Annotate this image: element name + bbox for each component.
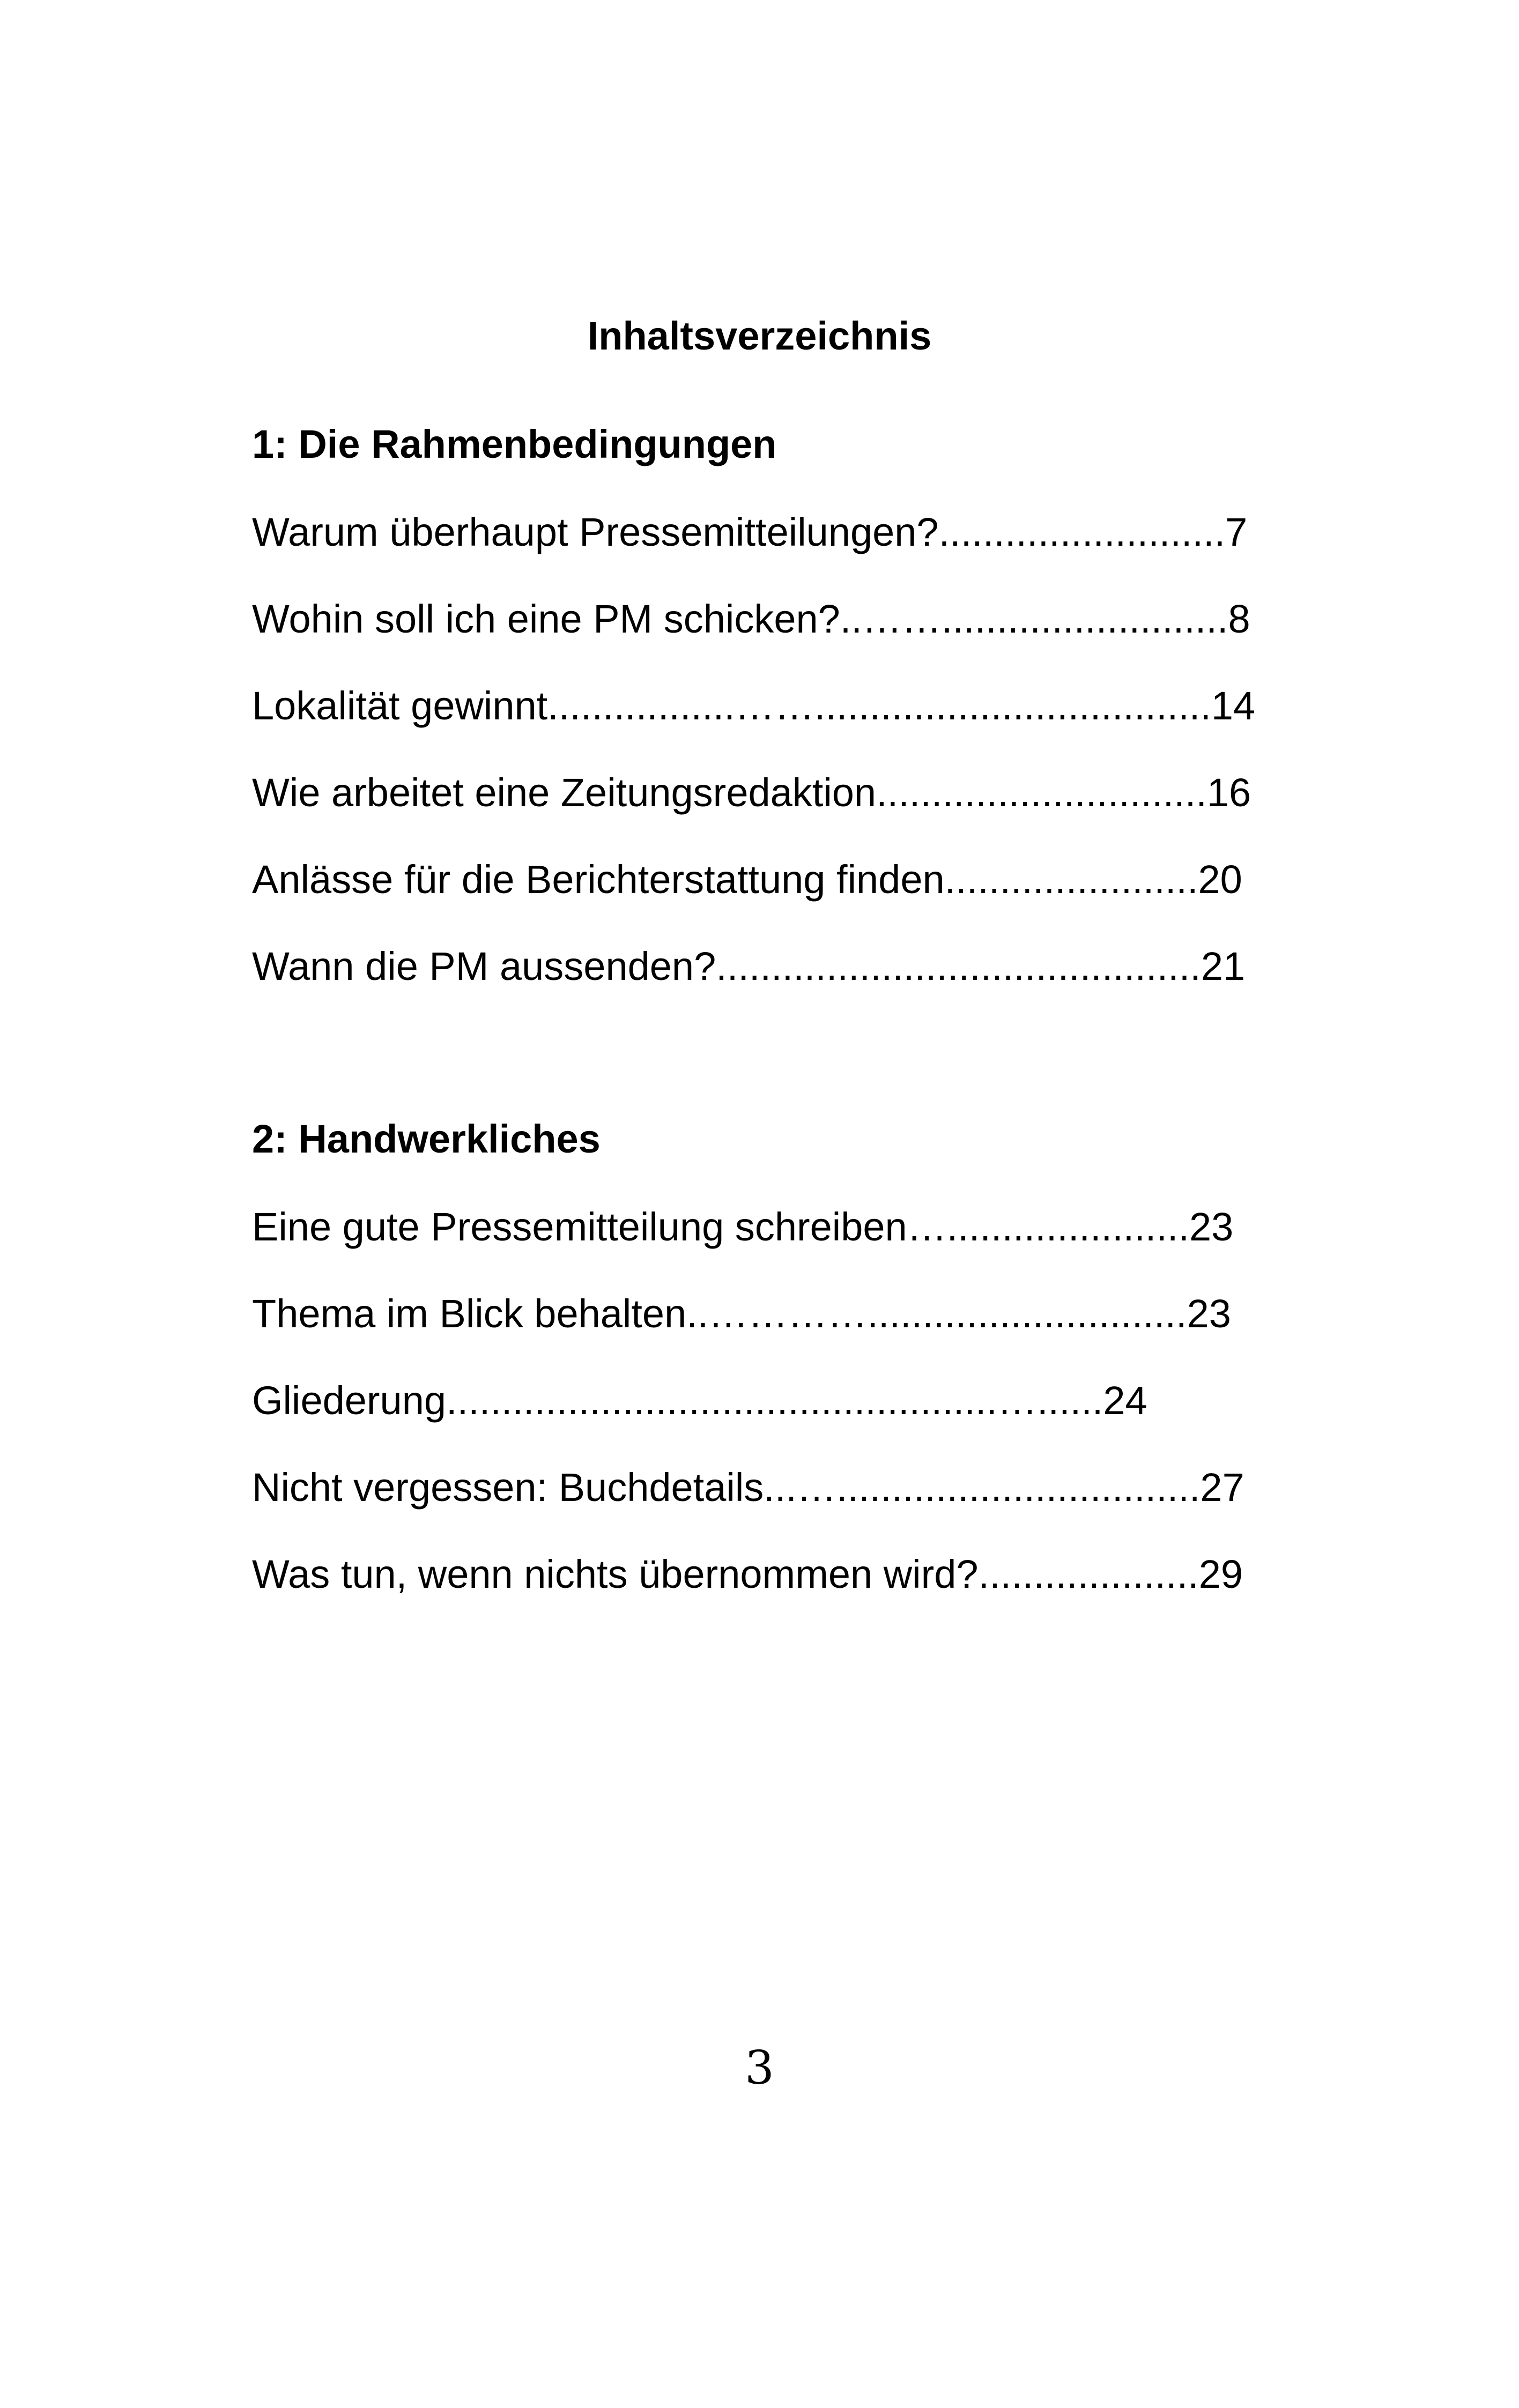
toc-title: Inhaltsverzeichnis xyxy=(587,314,932,358)
toc-entry: Warum überhaupt Pressemitteilungen?..........................7 xyxy=(252,510,1248,554)
page-number: 3 xyxy=(745,2041,774,2095)
toc-entry: Wie arbeitet eine Zeitungsredaktion..............................16 xyxy=(252,770,1251,815)
toc-entry: Anlässe für die Berichterstattung finden.......................20 xyxy=(252,857,1242,902)
toc-entry: Wann die PM aussenden?............................................21 xyxy=(252,944,1246,989)
toc-entry: Lokalität gewinnt.................……....................................14 xyxy=(252,683,1256,728)
toc-entry: Thema im Blick behalten..………….............................23 xyxy=(252,1291,1231,1336)
toc-entry: Wohin soll ich eine PM schicken?..……..........................8 xyxy=(252,597,1250,641)
section-heading-handwerkliches: 2: Handwerkliches xyxy=(252,1117,601,1161)
toc-entry: Gliederung..................................................…......24 xyxy=(252,1378,1147,1423)
section-heading-rahmenbedingungen: 1: Die Rahmenbedingungen xyxy=(252,422,777,466)
toc-entry: Eine gute Pressemitteilung schreiben…......................23 xyxy=(252,1205,1234,1249)
toc-entry: Was tun, wenn nichts übernommen wird?....................29 xyxy=(252,1552,1243,1596)
toc-entry: Nicht vergessen: Buchdetails...….................................27 xyxy=(252,1465,1244,1510)
